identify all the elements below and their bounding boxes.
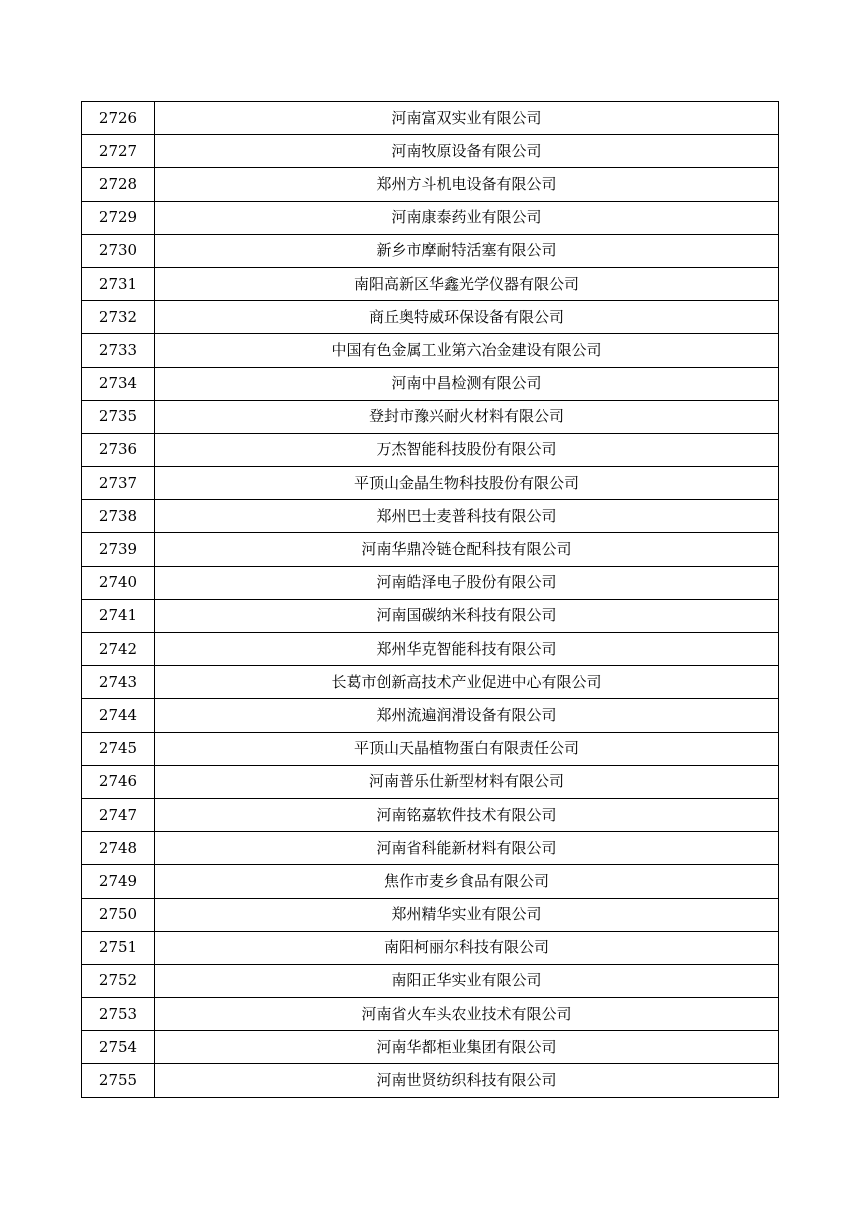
table-row [82, 102, 779, 135]
row-number-cell: 2729 [82, 201, 155, 234]
company-name-cell: 中国有色金属工业第六冶金建设有限公司 [155, 334, 779, 367]
row-number-cell: 2740 [82, 566, 155, 599]
table-row [82, 765, 779, 798]
row-number-cell: 2753 [82, 998, 155, 1031]
table-row [82, 467, 779, 500]
company-name-cell: 郑州巴士麦普科技有限公司 [155, 500, 779, 533]
company-name-cell: 河南富双实业有限公司 [155, 102, 779, 135]
row-number-cell: 2744 [82, 699, 155, 732]
table-row [82, 633, 779, 666]
company-name-cell: 焦作市麦乡食品有限公司 [155, 865, 779, 898]
row-number-cell: 2751 [82, 931, 155, 964]
table-row [82, 1064, 779, 1097]
table-row [82, 566, 779, 599]
company-name-cell: 郑州流遍润滑设备有限公司 [155, 699, 779, 732]
company-name-cell: 平顶山天晶植物蛋白有限责任公司 [155, 732, 779, 765]
row-number-cell: 2748 [82, 832, 155, 865]
company-name-cell: 郑州精华实业有限公司 [155, 898, 779, 931]
table-row [82, 699, 779, 732]
company-name-cell: 河南普乐仕新型材料有限公司 [155, 765, 779, 798]
company-name-cell: 河南省火车头农业技术有限公司 [155, 998, 779, 1031]
company-name-cell: 郑州方斗机电设备有限公司 [155, 168, 779, 201]
row-number-cell: 2745 [82, 732, 155, 765]
company-name-cell: 河南省科能新材料有限公司 [155, 832, 779, 865]
company-name-cell: 郑州华克智能科技有限公司 [155, 633, 779, 666]
company-name-cell: 河南华都柜业集团有限公司 [155, 1031, 779, 1064]
row-number-cell: 2733 [82, 334, 155, 367]
table-row [82, 168, 779, 201]
row-number-cell: 2727 [82, 135, 155, 168]
table-row [82, 898, 779, 931]
table-row [82, 832, 779, 865]
company-list-body [82, 102, 779, 1098]
company-name-cell: 南阳高新区华鑫光学仪器有限公司 [155, 267, 779, 300]
company-name-cell: 商丘奥特威环保设备有限公司 [155, 301, 779, 334]
table-row [82, 500, 779, 533]
row-number-cell: 2755 [82, 1064, 155, 1097]
company-name-cell: 河南国碳纳米科技有限公司 [155, 599, 779, 632]
row-number-cell: 2743 [82, 666, 155, 699]
table-row [82, 666, 779, 699]
row-number-cell: 2734 [82, 367, 155, 400]
table-row [82, 433, 779, 466]
row-number-cell: 2738 [82, 500, 155, 533]
row-number-cell: 2730 [82, 234, 155, 267]
company-name-cell: 河南华鼎冷链仓配科技有限公司 [155, 533, 779, 566]
table-row [82, 732, 779, 765]
row-number-cell: 2752 [82, 964, 155, 997]
row-number-cell: 2735 [82, 400, 155, 433]
table-row [82, 334, 779, 367]
company-name-cell: 南阳正华实业有限公司 [155, 964, 779, 997]
row-number-cell: 2736 [82, 433, 155, 466]
company-name-cell: 河南牧原设备有限公司 [155, 135, 779, 168]
company-name-cell: 南阳柯丽尔科技有限公司 [155, 931, 779, 964]
table-row [82, 865, 779, 898]
table-row [82, 998, 779, 1031]
company-name-cell: 新乡市摩耐特活塞有限公司 [155, 234, 779, 267]
company-name-cell: 河南康泰药业有限公司 [155, 201, 779, 234]
row-number-cell: 2741 [82, 599, 155, 632]
row-number-cell: 2739 [82, 533, 155, 566]
row-number-cell: 2737 [82, 467, 155, 500]
table-row [82, 964, 779, 997]
row-number-cell: 2731 [82, 267, 155, 300]
company-name-cell: 长葛市创新高技术产业促进中心有限公司 [155, 666, 779, 699]
table-row [82, 1031, 779, 1064]
company-name-cell: 河南铭嘉软件技术有限公司 [155, 798, 779, 831]
row-number-cell: 2749 [82, 865, 155, 898]
table-row [82, 367, 779, 400]
company-name-cell: 平顶山金晶生物科技股份有限公司 [155, 467, 779, 500]
table-row [82, 533, 779, 566]
company-name-cell: 万杰智能科技股份有限公司 [155, 433, 779, 466]
row-number-cell: 2732 [82, 301, 155, 334]
table-row [82, 267, 779, 300]
table-row [82, 599, 779, 632]
row-number-cell: 2754 [82, 1031, 155, 1064]
row-number-cell: 2750 [82, 898, 155, 931]
table-row [82, 400, 779, 433]
company-name-cell: 河南皓泽电子股份有限公司 [155, 566, 779, 599]
company-name-cell: 登封市豫兴耐火材料有限公司 [155, 400, 779, 433]
row-number-cell: 2746 [82, 765, 155, 798]
table-row [82, 798, 779, 831]
table-row [82, 234, 779, 267]
company-list-table [81, 101, 779, 1098]
company-name-cell: 河南世贤纺织科技有限公司 [155, 1064, 779, 1097]
table-row [82, 135, 779, 168]
table-row [82, 301, 779, 334]
row-number-cell: 2742 [82, 633, 155, 666]
row-number-cell: 2728 [82, 168, 155, 201]
table-row [82, 201, 779, 234]
company-name-cell: 河南中昌检测有限公司 [155, 367, 779, 400]
table-row [82, 931, 779, 964]
row-number-cell: 2747 [82, 798, 155, 831]
row-number-cell: 2726 [82, 102, 155, 135]
